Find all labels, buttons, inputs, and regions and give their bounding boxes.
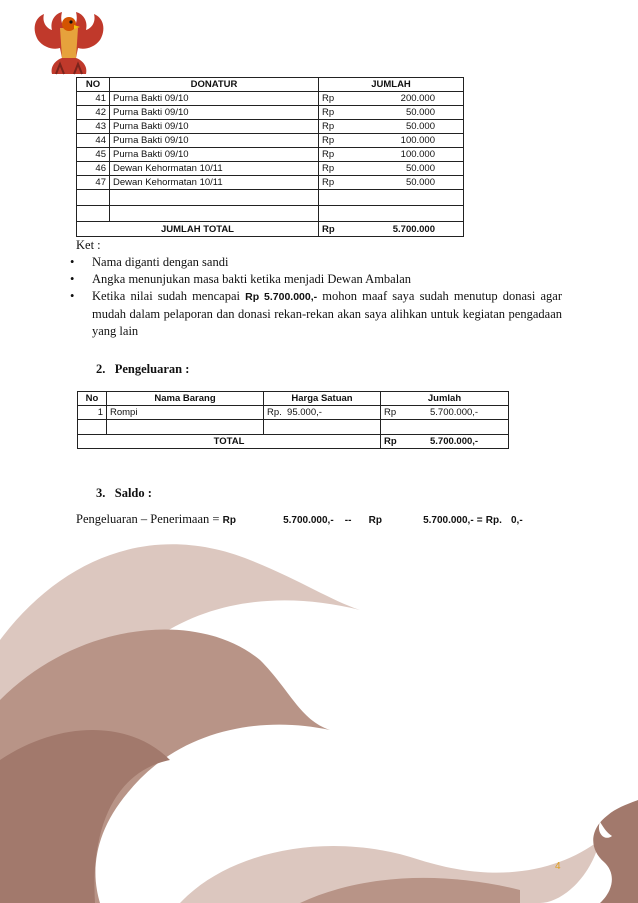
row-item: Rompi xyxy=(107,406,264,420)
balance-formula: Pengeluaran – Penerimaan = Rp 5.700.000,- -- Rp 5.700.000,- = Rp. 0,- xyxy=(76,512,523,526)
row-amount: 50.000 xyxy=(385,106,464,120)
donation-table xyxy=(76,77,464,237)
garuda-emblem-icon xyxy=(30,6,108,78)
row-currency: Rp xyxy=(319,148,386,162)
total-currency: Rp xyxy=(381,435,428,449)
table-row xyxy=(77,176,464,190)
row-donor: Purna Bakti 09/10 xyxy=(110,148,319,162)
bullet-icon: • xyxy=(70,255,75,269)
row-currency: Rp xyxy=(319,120,386,134)
row-no: 45 xyxy=(77,148,110,162)
row-no: 42 xyxy=(77,106,110,120)
row-donor: Purna Bakti 09/10 xyxy=(110,106,319,120)
col-header-no: No xyxy=(78,392,107,406)
row-donor: Purna Bakti 09/10 xyxy=(110,92,319,106)
bullet-icon: • xyxy=(70,289,75,303)
row-currency: Rp xyxy=(319,176,386,190)
row-amount: 5.700.000,- xyxy=(427,406,509,420)
notes-list xyxy=(70,254,562,340)
empty-row xyxy=(77,190,464,206)
table-header-row xyxy=(77,78,464,92)
empty-row xyxy=(77,206,464,222)
row-donor: Purna Bakti 09/10 xyxy=(110,134,319,148)
list-item: • Angka menunjukan masa bakti ketika menjadi Dewan Ambalan xyxy=(70,272,412,286)
col-header-donor: DONATUR xyxy=(110,78,319,92)
row-unit-price: Rp. 95.000,- xyxy=(264,406,381,420)
total-row xyxy=(78,435,509,449)
row-currency: Rp xyxy=(319,134,386,148)
page-number: 4 xyxy=(555,861,561,872)
total-currency: Rp xyxy=(319,222,386,237)
total-row xyxy=(77,222,464,237)
row-donor: Dewan Kehormatan 10/11 xyxy=(110,176,319,190)
expenses-table xyxy=(77,391,509,449)
col-header-item: Nama Barang xyxy=(107,392,264,406)
col-header-amount: Jumlah xyxy=(381,392,509,406)
table-row xyxy=(77,106,464,120)
list-item: • Nama diganti dengan sandi xyxy=(70,255,229,269)
balance-heading: 3. Saldo : xyxy=(96,486,152,500)
row-amount: 200.000 xyxy=(385,92,464,106)
table-row xyxy=(77,148,464,162)
row-donor: Purna Bakti 09/10 xyxy=(110,120,319,134)
table-row xyxy=(78,406,509,420)
row-no: 41 xyxy=(77,92,110,106)
table-row xyxy=(77,162,464,176)
expenses-heading: 2. Pengeluaran : xyxy=(96,362,190,376)
row-donor: Dewan Kehormatan 10/11 xyxy=(110,162,319,176)
empty-row xyxy=(78,420,509,435)
col-header-unit-price: Harga Satuan xyxy=(264,392,381,406)
col-header-amount: JUMLAH xyxy=(319,78,464,92)
table-row xyxy=(77,134,464,148)
row-amount: 100.000 xyxy=(385,148,464,162)
row-amount: 100.000 xyxy=(385,134,464,148)
row-currency: Rp xyxy=(381,406,428,420)
bullet-icon: • xyxy=(70,272,75,286)
total-label: JUMLAH TOTAL xyxy=(77,222,319,237)
total-amount: 5.700.000 xyxy=(385,222,464,237)
row-amount: 50.000 xyxy=(385,120,464,134)
row-amount: 50.000 xyxy=(385,162,464,176)
row-currency: Rp xyxy=(319,162,386,176)
row-currency: Rp xyxy=(319,106,386,120)
col-header-no: NO xyxy=(77,78,110,92)
row-no: 46 xyxy=(77,162,110,176)
total-label: TOTAL xyxy=(78,435,381,449)
table-row xyxy=(77,92,464,106)
row-currency: Rp xyxy=(319,92,386,106)
table-row xyxy=(77,120,464,134)
notes-title: Ket : xyxy=(76,238,101,252)
row-no: 47 xyxy=(77,176,110,190)
row-no: 43 xyxy=(77,120,110,134)
list-item: • Ketika nilai sudah mencapai Rp 5.700.000,- mohon maaf saya sudah menutup donasi agar mudah dalam pelaporan dan donasi rekan-rekan akan saya alihkan untuk kegiatan pengadaan yang lain xyxy=(70,289,563,338)
row-no: 44 xyxy=(77,134,110,148)
row-no: 1 xyxy=(78,406,107,420)
total-amount: 5.700.000,- xyxy=(427,435,509,449)
row-amount: 50.000 xyxy=(385,176,464,190)
table-header-row xyxy=(78,392,509,406)
